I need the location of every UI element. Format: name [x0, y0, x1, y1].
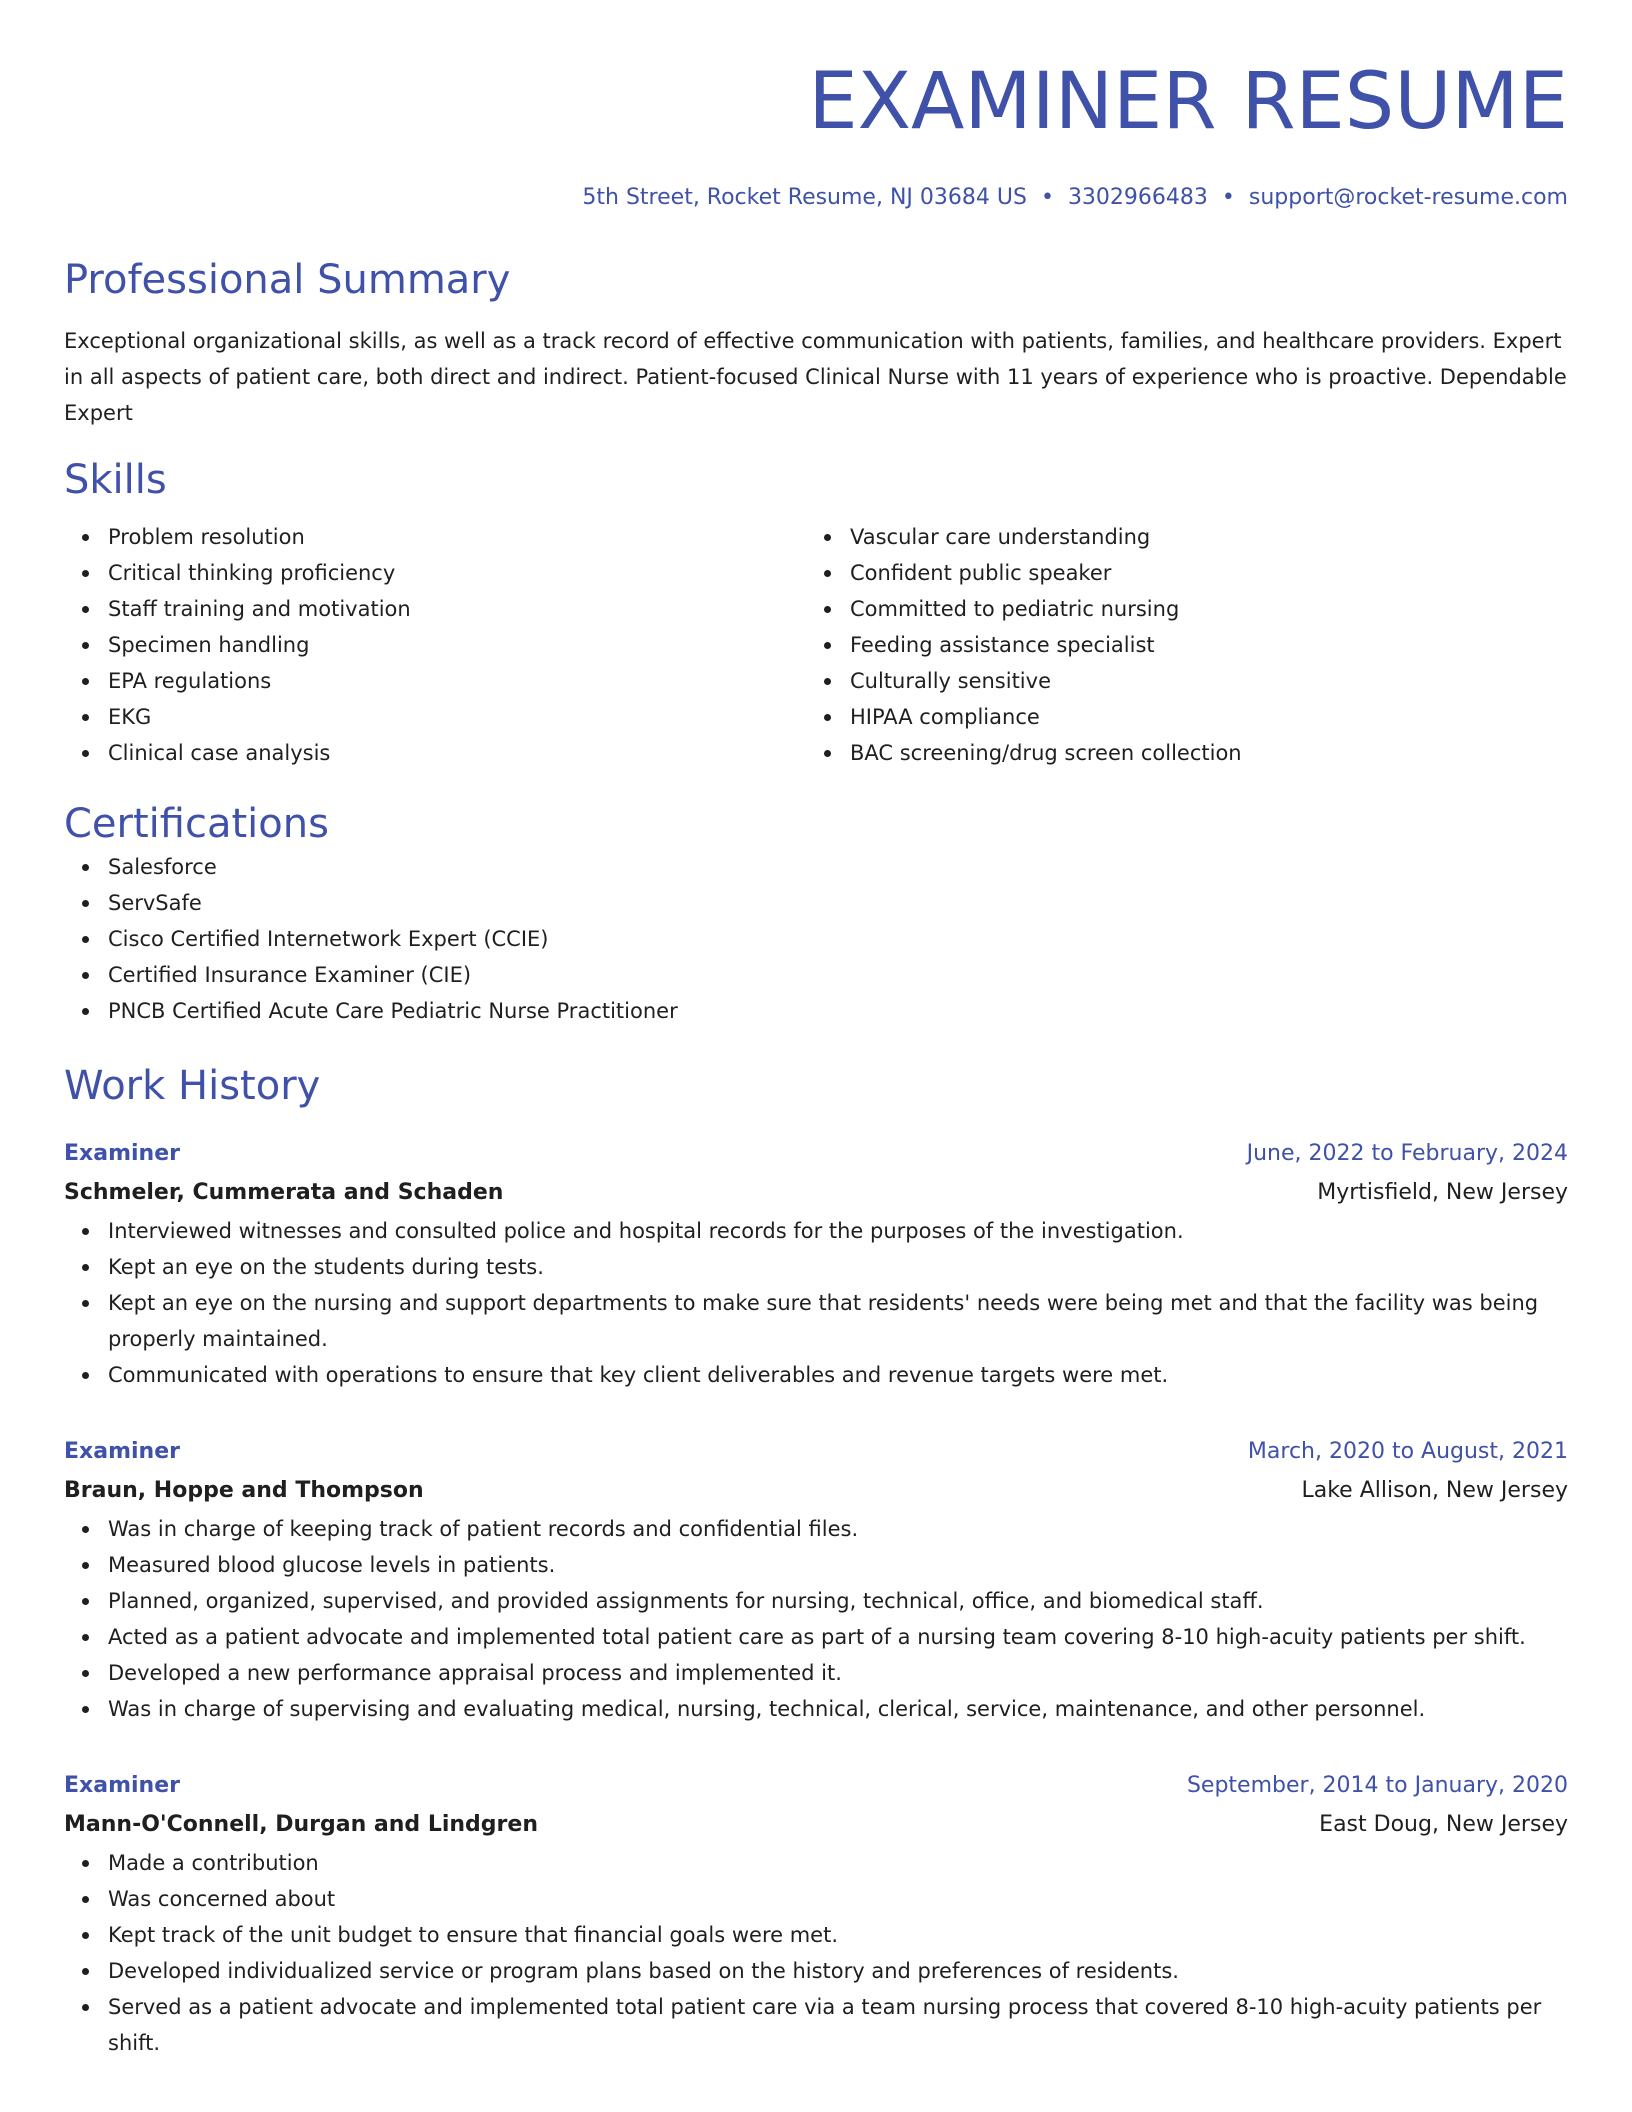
skill-item: HIPAA compliance: [850, 699, 1548, 735]
contact-address: 5th Street, Rocket Resume, NJ 03684 US: [582, 185, 1027, 210]
job-company-row: [64, 1471, 1568, 1511]
job-company: Braun, Hoppe and Thompson: [64, 1478, 424, 1503]
skills-column-right: [806, 519, 1548, 771]
job-bullet: Was in charge of supervising and evaluating medical, nursing, technical, clerical, service, maintenance, and other personnel.: [108, 1691, 1568, 1727]
job-location: Myrtisfield, New Jersey: [1317, 1180, 1568, 1205]
certification-item: Salesforce: [108, 849, 1568, 885]
job-bullet: Planned, organized, supervised, and provided assignments for nursing, technical, office, and biomedical staff.: [108, 1583, 1568, 1619]
job-bullet: Kept an eye on the nursing and support departments to make sure that residents' needs were being met and that the facility was being properly maintained.: [108, 1285, 1568, 1357]
skill-item: Feeding assistance specialist: [850, 627, 1548, 663]
skill-item: Culturally sensitive: [850, 663, 1548, 699]
job-bullet: Made a contribution: [108, 1845, 1568, 1881]
certifications-list: [64, 849, 1568, 1029]
job-bullet: Measured blood glucose levels in patients.: [108, 1547, 1568, 1583]
skills-list-left: [64, 519, 806, 771]
job-company: Schmeler, Cummerata and Schaden: [64, 1180, 504, 1205]
certification-item: Certified Insurance Examiner (CIE): [108, 957, 1568, 993]
skill-item: EKG: [108, 699, 806, 735]
job-entry: [64, 1767, 1568, 2061]
job-bullet: Communicated with operations to ensure that key client deliverables and revenue targets were met.: [108, 1357, 1568, 1393]
skill-item: Critical thinking proficiency: [108, 555, 806, 591]
certifications-heading: Certifications: [64, 801, 329, 847]
certification-item: PNCB Certified Acute Care Pediatric Nurse Practitioner: [108, 993, 1568, 1029]
skill-item: Vascular care understanding: [850, 519, 1548, 555]
job-dates: September, 2014 to January, 2020: [1186, 1773, 1568, 1798]
certification-item: Cisco Certified Internetwork Expert (CCIE): [108, 921, 1568, 957]
job-bullets: [64, 1845, 1568, 2061]
skill-item: Confident public speaker: [850, 555, 1548, 591]
work-history-heading: Work History: [64, 1063, 321, 1109]
summary-heading: Professional Summary: [64, 257, 511, 303]
contact-separator: •: [1040, 185, 1054, 210]
contact-phone: 3302966483: [1067, 185, 1208, 210]
job-entry: [64, 1135, 1568, 1393]
job-title: Examiner: [64, 1773, 180, 1798]
skill-item: Committed to pediatric nursing: [850, 591, 1548, 627]
contact-line: [64, 183, 1568, 213]
job-bullet: Kept an eye on the students during tests.: [108, 1249, 1568, 1285]
contact-email: support@rocket-resume.com: [1248, 185, 1568, 210]
skill-item: Staff training and motivation: [108, 591, 806, 627]
summary-text: Exceptional organizational skills, as well as a track record of effective communication with patients, families, and healthcare providers. Expert in all aspects of patient care, both direct and indirect. Patient-focused Clinical Nurse with 11 years of experience who is proactive. Dependable Expert: [64, 329, 1567, 425]
job-bullet: Developed individualized service or program plans based on the history and preferences of residents.: [108, 1953, 1568, 1989]
job-dates: June, 2022 to February, 2024: [1246, 1141, 1568, 1166]
job-bullet: Was concerned about: [108, 1881, 1568, 1917]
resume-name: EXAMINER RESUME: [808, 57, 1568, 147]
job-bullet: Kept track of the unit budget to ensure that financial goals were met.: [108, 1917, 1568, 1953]
job-bullets: [64, 1213, 1568, 1393]
job-header-row: [64, 1433, 1568, 1471]
job-title: Examiner: [64, 1439, 180, 1464]
skills-columns: [64, 519, 1568, 771]
job-company-row: [64, 1173, 1568, 1213]
job-title: Examiner: [64, 1141, 180, 1166]
resume-page: [64, 0, 1568, 2061]
job-dates: March, 2020 to August, 2021: [1247, 1439, 1568, 1464]
job-header-row: [64, 1767, 1568, 1805]
job-entry: [64, 1433, 1568, 1727]
job-company-row: [64, 1805, 1568, 1845]
skill-item: BAC screening/drug screen collection: [850, 735, 1548, 771]
contact-separator: •: [1221, 185, 1235, 210]
skill-item: Specimen handling: [108, 627, 806, 663]
job-bullet: Developed a new performance appraisal process and implemented it.: [108, 1655, 1568, 1691]
job-bullet: Served as a patient advocate and implemented total patient care via a team nursing process that covered 8-10 high-acuity patients per shift.: [108, 1989, 1568, 2061]
certification-item: ServSafe: [108, 885, 1568, 921]
skill-item: EPA regulations: [108, 663, 806, 699]
skills-heading: Skills: [64, 457, 167, 503]
job-bullet: Was in charge of keeping track of patient records and confidential files.: [108, 1511, 1568, 1547]
job-company: Mann-O'Connell, Durgan and Lindgren: [64, 1812, 538, 1837]
job-location: Lake Allison, New Jersey: [1301, 1478, 1568, 1503]
job-header-row: [64, 1135, 1568, 1173]
skill-item: Problem resolution: [108, 519, 806, 555]
job-location: East Doug, New Jersey: [1319, 1812, 1568, 1837]
skills-list-right: [806, 519, 1548, 771]
skill-item: Clinical case analysis: [108, 735, 806, 771]
job-bullets: [64, 1511, 1568, 1727]
job-bullet: Acted as a patient advocate and implemented total patient care as part of a nursing team covering 8-10 high-acuity patients per shift.: [108, 1619, 1568, 1655]
skills-column-left: [64, 519, 806, 771]
resume-header: [64, 0, 1568, 213]
job-bullet: Interviewed witnesses and consulted police and hospital records for the purposes of the investigation.: [108, 1213, 1568, 1249]
